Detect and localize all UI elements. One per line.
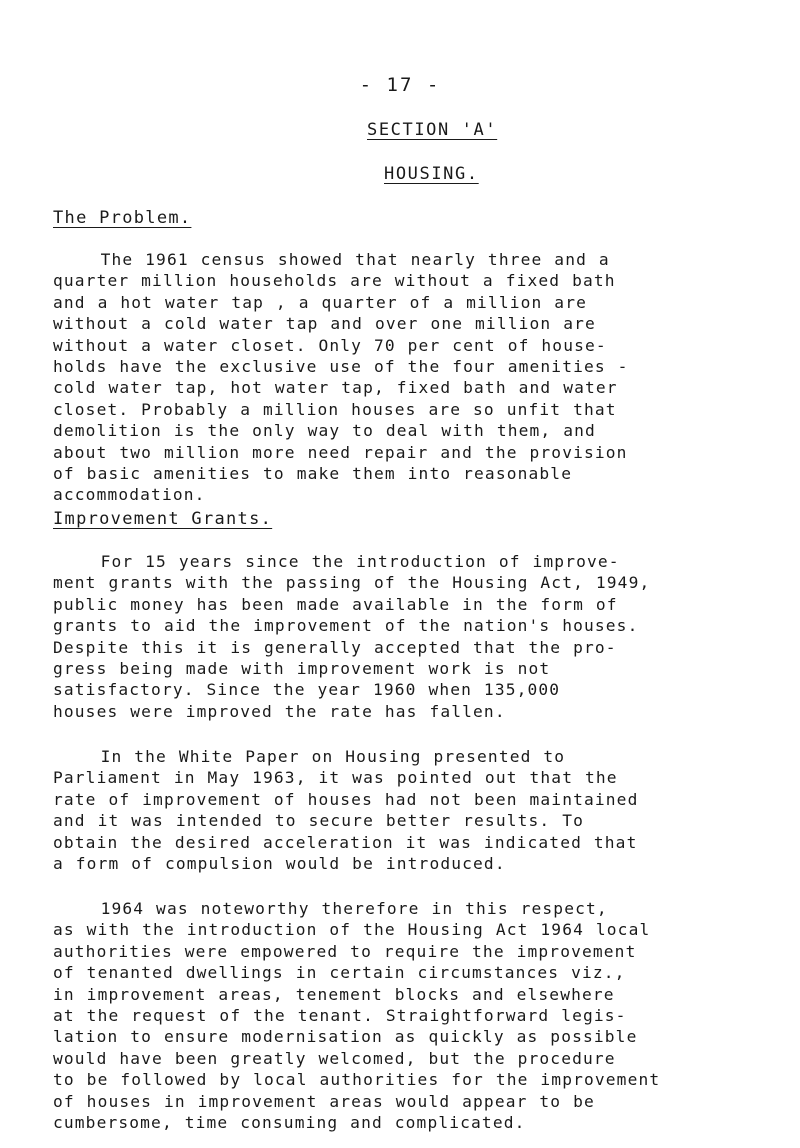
subheading-the-problem: The Problem.: [53, 208, 192, 228]
text-line: lation to ensure modernisation as quickly as possible: [53, 1027, 638, 1047]
main-heading: HOUSING.: [384, 164, 479, 184]
text-line: accommodation.: [53, 485, 206, 505]
text-line: satisfactory. Since the year 1960 when 135,000: [53, 680, 561, 700]
text-line: cumbersome, time consuming and complicated.: [53, 1113, 526, 1133]
text-line: For 15 years since the introduction of improve-: [53, 552, 620, 571]
text-line: public money has been made available in the form of: [53, 594, 618, 614]
paragraph-white-paper: [53, 746, 788, 874]
text-line: obtain the desired acceleration it was indicated that: [53, 832, 638, 852]
text-line: without a cold water tap and over one million are: [53, 314, 596, 334]
text-line: without a water closet. Only 70 per cent of house-: [53, 335, 607, 355]
text-line: about two million more need repair and the provision: [53, 442, 628, 462]
text-line: would have been greatly welcomed, but the procedure: [53, 1048, 616, 1068]
subheading-improvement-grants: Improvement Grants.: [53, 509, 273, 529]
text-line: at the request of the tenant. Straightforward legis-: [53, 1006, 627, 1026]
text-line: of houses in improvement areas would appear to be: [53, 1091, 595, 1111]
text-line: and it was intended to secure better results. To: [53, 811, 584, 831]
text-line: The 1961 census showed that nearly three and a: [53, 250, 610, 269]
text-line: in improvement areas, tenement blocks and elsewhere: [53, 984, 615, 1004]
text-line: grants to aid the improvement of the nation's houses.: [53, 616, 639, 636]
text-line: authorities were empowered to require the improvement: [53, 941, 637, 961]
text-line: gress being made with improvement work is not: [53, 659, 551, 679]
page-number: - 17 -: [359, 74, 441, 96]
section-title: SECTION 'A': [367, 120, 498, 140]
text-line: holds have the exclusive use of the four amenities -: [53, 357, 629, 377]
text-line: rate of improvement of houses had not been maintained: [53, 789, 639, 809]
text-line: houses were improved the rate has fallen.: [53, 701, 506, 721]
text-line: of basic amenities to make them into reasonable: [53, 464, 573, 484]
text-line: In the White Paper on Housing presented to: [53, 747, 566, 766]
paragraph-grants-intro: [53, 551, 788, 722]
text-line: demolition is the only way to deal with them, and: [53, 421, 596, 441]
text-line: 1964 was noteworthy therefore in this respect,: [53, 899, 608, 918]
text-line: Despite this it is generally accepted that the pro-: [53, 637, 617, 657]
paragraph-housing-act-1964: [53, 898, 788, 1133]
text-line: closet. Probably a million houses are so unfit that: [53, 399, 617, 419]
text-line: ment grants with the passing of the Housing Act, 1949,: [53, 573, 651, 593]
paragraph-problem: [53, 249, 788, 506]
text-line: of tenanted dwellings in certain circumstances viz.,: [53, 963, 626, 983]
text-line: and a hot water tap , a quarter of a million are: [53, 292, 587, 312]
text-line: to be followed by local authorities for the improvement: [53, 1070, 661, 1090]
text-line: a form of compulsion would be introduced.: [53, 854, 506, 874]
text-line: as with the introduction of the Housing Act 1964 local: [53, 920, 651, 940]
text-line: quarter million households are without a fixed bath: [53, 271, 616, 291]
text-line: Parliament in May 1963, it was pointed out that the: [53, 768, 618, 788]
text-line: cold water tap, hot water tap, fixed bath and water: [53, 378, 618, 398]
